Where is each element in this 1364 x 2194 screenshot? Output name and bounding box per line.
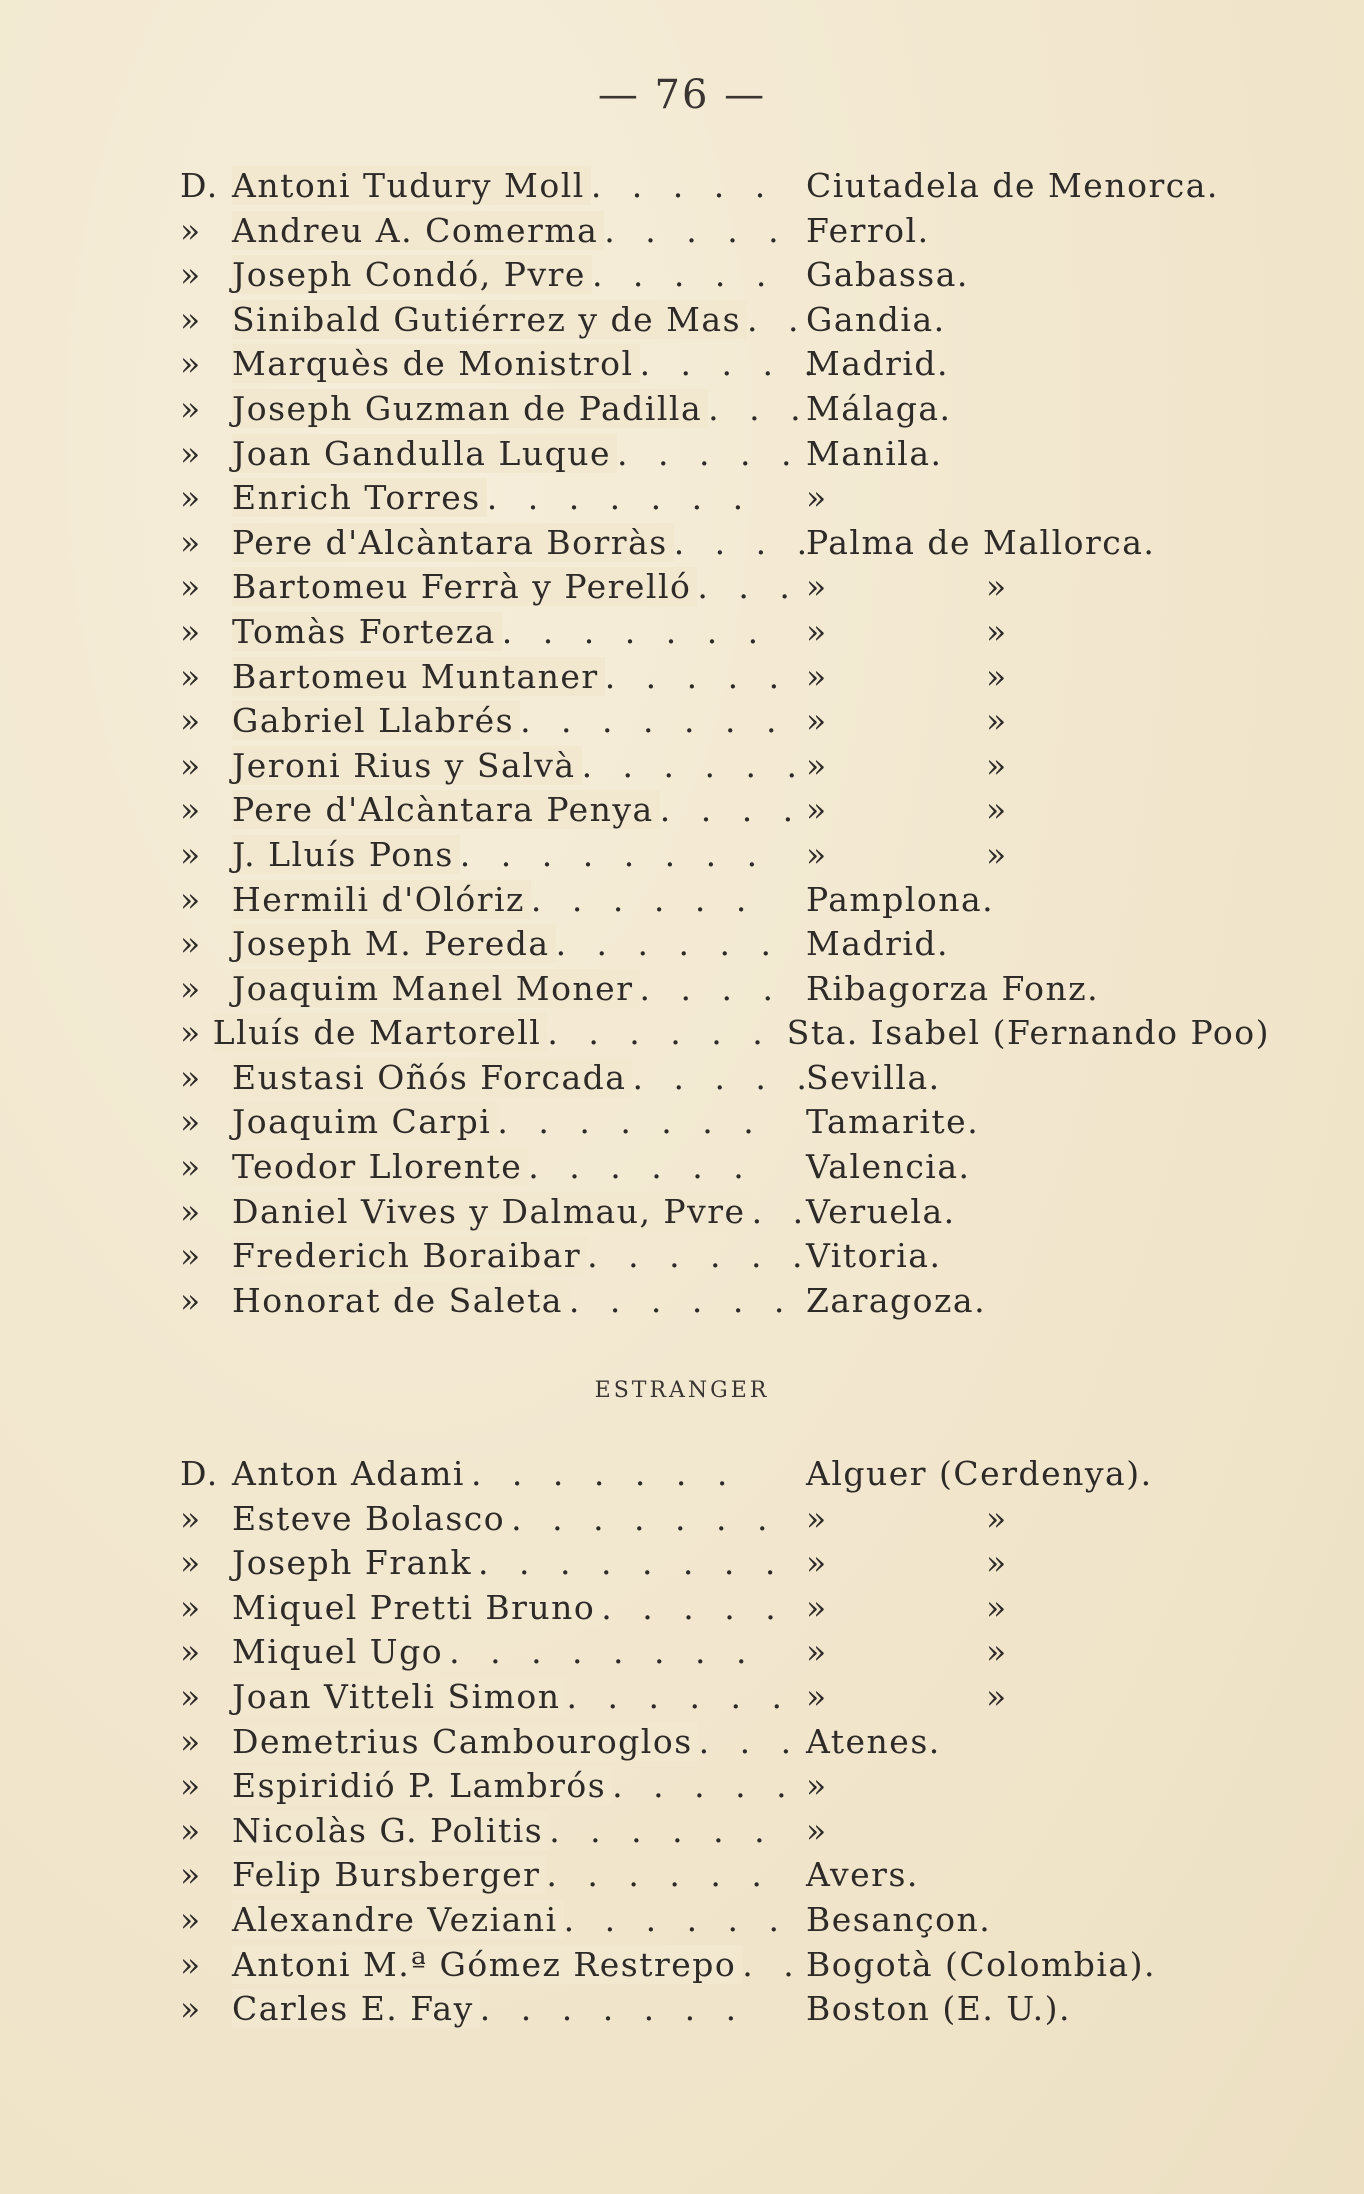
member-place <box>806 1454 1153 1493</box>
honorific-prefix: » <box>180 1280 202 1320</box>
honorific-prefix: » <box>180 879 202 919</box>
member-name-cell <box>232 1810 775 1850</box>
leader-dots: . . . . . . . <box>497 1102 764 1142</box>
member-place <box>806 835 1008 874</box>
member-name-cell <box>232 1989 760 2028</box>
member-name-cell <box>232 1498 778 1538</box>
member-place <box>806 1058 941 1097</box>
member-place <box>806 1192 956 1231</box>
place-name: » <box>806 1632 828 1672</box>
member-place <box>806 1499 1008 1538</box>
member-name-cell <box>232 522 818 562</box>
member-name: Carles E. Fay <box>232 1989 480 2028</box>
list-item <box>180 790 1270 835</box>
member-name-cell <box>232 1766 797 1806</box>
leader-dots: . . . . . . <box>568 1280 795 1320</box>
list-item <box>180 1989 1270 2034</box>
leader-dots: . . . . . . . <box>511 1498 778 1538</box>
honorific-prefix: » <box>180 611 202 651</box>
honorific-prefix: » <box>180 1191 202 1231</box>
member-place <box>806 1102 979 1141</box>
place-name: » <box>806 834 828 874</box>
leader-dots: . . . . <box>659 790 804 830</box>
member-place <box>806 657 1008 696</box>
place-name: Atenes. <box>806 1721 941 1761</box>
place-name: Ferrol. <box>806 210 930 250</box>
member-name-cell <box>232 701 787 741</box>
member-place <box>806 1281 986 1320</box>
place-name: Valencia. <box>806 1147 971 1187</box>
member-place <box>806 1722 941 1761</box>
member-name-cell <box>232 1191 814 1231</box>
honorific-prefix: » <box>180 1543 202 1583</box>
member-name-cell <box>232 1102 764 1142</box>
leader-dots: . . . . . . . <box>486 478 754 518</box>
list-item <box>180 1811 1270 1856</box>
section-title-estranger: ESTRANGER <box>594 1378 770 1403</box>
leader-dots: . . . . . <box>590 166 776 205</box>
member-name-cell <box>212 1013 773 1053</box>
member-name: Honorat de Saleta <box>232 1281 569 1320</box>
list-item <box>180 657 1270 702</box>
member-name: Joaquim Manel Moner <box>232 969 640 1008</box>
member-name-cell <box>232 255 777 295</box>
honorific-prefix: » <box>180 1013 202 1053</box>
place-name: Avers. <box>806 1855 919 1895</box>
list-item <box>180 567 1270 612</box>
member-name-cell <box>232 433 802 473</box>
member-name-cell <box>232 1899 790 1939</box>
place-name: » <box>806 790 828 830</box>
place-name: Sta. Isabel (Fernando Poo) <box>786 1013 1270 1053</box>
list-item <box>180 1192 1270 1237</box>
place-name: Ciutadela de Menorca. <box>806 166 1219 205</box>
place-name: Palma de Mallorca. <box>806 522 1156 562</box>
leader-dots: . . . . . <box>604 210 789 250</box>
list-item <box>180 1102 1270 1147</box>
member-name: Gabriel Llabrés <box>232 701 520 740</box>
list-item <box>180 523 1270 568</box>
member-name: Daniel Vives y Dalmau, Pvre <box>232 1192 752 1231</box>
list-item <box>180 1454 1270 1499</box>
honorific-prefix: » <box>180 924 202 964</box>
honorific-prefix: » <box>180 1236 202 1276</box>
honorific-prefix: » <box>180 1899 202 1939</box>
place-ditto: » <box>986 1543 1008 1583</box>
honorific-prefix: » <box>180 1498 202 1538</box>
member-name-cell <box>232 299 809 339</box>
leader-dots: . . . . . . <box>549 1810 775 1850</box>
member-name: Joseph Condó, Pvre <box>232 255 592 294</box>
member-place <box>806 1147 971 1186</box>
member-name: Joan Vitteli Simon <box>232 1677 567 1716</box>
leader-dots: . . . . . . <box>587 1236 813 1276</box>
member-name-cell <box>232 1543 786 1583</box>
member-name-cell <box>232 1587 786 1627</box>
member-name-cell <box>232 344 824 384</box>
member-name: Lluís de Martorell <box>213 1013 548 1052</box>
leader-dots: . . . . . <box>617 433 802 473</box>
leader-dots: . . . . . . . . <box>449 1632 757 1672</box>
leader-dots: . . <box>747 299 809 339</box>
leader-dots: . . . . . . <box>530 879 757 919</box>
list-item <box>180 434 1270 479</box>
list-item <box>180 1766 1270 1811</box>
leader-dots: . . . <box>698 1721 802 1761</box>
list-item <box>180 300 1270 345</box>
member-name: Sinibald Gutiérrez y de Mas <box>232 300 747 339</box>
member-name: Bartomeu Muntaner <box>232 657 605 696</box>
member-name-cell <box>232 1632 760 1671</box>
list-item <box>180 969 1270 1014</box>
member-name-cell <box>232 1280 795 1320</box>
place-name: Tamarite. <box>806 1102 980 1142</box>
honorific-prefix: » <box>180 1147 202 1187</box>
place-name: » <box>806 745 828 785</box>
honorific-prefix: » <box>180 834 202 874</box>
member-name: Demetrius Cambouroglos <box>232 1722 699 1761</box>
place-name: Besançon. <box>806 1899 992 1939</box>
place-name: Ribagorza Fonz. <box>806 968 1100 1008</box>
member-place <box>806 567 1008 606</box>
place-name: » <box>806 478 828 518</box>
member-name: Jeroni Rius y Salvà <box>232 746 582 785</box>
place-ditto: » <box>986 611 1008 651</box>
member-place <box>806 211 930 250</box>
honorific-prefix: » <box>180 1632 202 1672</box>
member-place <box>806 478 828 517</box>
member-name: Marquès de Monistrol <box>232 344 640 383</box>
place-name: Málaga. <box>806 388 952 428</box>
honorific-prefix: » <box>180 433 202 473</box>
member-name: Joan Gandulla Luque <box>232 434 617 473</box>
honorific-prefix: » <box>180 790 202 830</box>
member-place <box>806 1989 1071 2028</box>
member-place <box>806 1811 828 1850</box>
member-name: Anton Adami <box>232 1454 471 1493</box>
leader-dots: . . . . . <box>601 1587 786 1627</box>
list-item <box>180 835 1270 880</box>
place-ditto: » <box>986 790 1008 830</box>
honorific-prefix: » <box>180 1587 202 1627</box>
member-name: Tomàs Forteza <box>232 612 502 651</box>
honorific-prefix: D. <box>180 166 219 205</box>
member-name: Teodor Llorente <box>232 1147 528 1186</box>
list-item <box>180 1588 1270 1633</box>
leader-dots: . . . . . <box>612 1766 797 1806</box>
leader-dots: . . . . . <box>632 1057 817 1097</box>
place-name: » <box>806 1543 828 1583</box>
list-item <box>180 1900 1270 1945</box>
member-place <box>806 344 949 383</box>
list-item <box>180 1013 1270 1058</box>
member-name-cell <box>232 1855 772 1895</box>
place-ditto: » <box>986 1676 1008 1716</box>
place-name: Manila. <box>806 433 943 473</box>
member-place <box>806 166 1219 205</box>
honorific-prefix: » <box>180 1721 202 1761</box>
place-ditto: » <box>986 1587 1008 1627</box>
member-name-cell <box>232 1454 760 1493</box>
member-name-cell <box>232 745 807 785</box>
list-item <box>180 1722 1270 1767</box>
list-item <box>180 255 1270 300</box>
place-name: Bogotà (Colombia). <box>806 1944 1156 1984</box>
leader-dots: . . . . . . <box>547 1013 773 1053</box>
leader-dots: . . . . . . <box>546 1855 772 1895</box>
member-name: Pere d'Alcàntara Borràs <box>232 523 674 562</box>
member-name: Alexandre Veziani <box>232 1900 564 1939</box>
member-place <box>806 701 1008 740</box>
member-place <box>806 790 1008 829</box>
honorific-prefix: » <box>180 968 202 1008</box>
member-name-cell <box>232 1057 817 1097</box>
member-place <box>806 389 951 428</box>
leader-dots: . . . . . <box>591 255 777 295</box>
place-name: Sevilla. <box>806 1057 941 1097</box>
list-item <box>180 478 1270 523</box>
honorific-prefix: » <box>180 299 202 339</box>
honorific-prefix: » <box>180 1810 202 1850</box>
honorific-prefix: » <box>180 656 202 696</box>
leader-dots: . . . <box>708 388 811 428</box>
member-place <box>787 1013 1270 1052</box>
leader-dots: . . . . . . . <box>501 611 769 651</box>
honorific-prefix: » <box>180 1102 202 1142</box>
member-place <box>806 1855 919 1894</box>
member-list-spain <box>180 166 1270 1325</box>
honorific-prefix: » <box>180 1989 202 2029</box>
member-place <box>806 1766 828 1805</box>
member-name: Enrich Torres <box>232 478 487 517</box>
member-name-cell <box>232 567 800 607</box>
member-place <box>806 523 1155 562</box>
place-ditto: » <box>986 1498 1008 1538</box>
member-name-cell <box>232 1721 802 1761</box>
member-name: Espiridió P. Lambrós <box>232 1766 612 1805</box>
member-name-cell <box>232 880 760 919</box>
place-name: Vitoria. <box>806 1236 942 1276</box>
list-item <box>180 746 1270 791</box>
member-name: J. Lluís Pons <box>232 835 460 874</box>
member-name: Joseph Guzman de Padilla <box>232 389 708 428</box>
honorific-prefix: » <box>180 522 202 562</box>
list-item <box>180 1499 1270 1544</box>
leader-dots: . . . . . . <box>555 924 781 964</box>
leader-dots: . . . . . . <box>566 1676 792 1716</box>
list-item <box>180 1855 1270 1900</box>
member-name: Felip Bursberger <box>232 1855 546 1894</box>
honorific-prefix: » <box>180 388 202 428</box>
member-place <box>806 1543 1008 1582</box>
honorific-prefix: » <box>180 701 202 741</box>
place-ditto: » <box>986 834 1008 874</box>
place-name: Pamplona. <box>806 879 995 919</box>
member-place <box>806 924 949 963</box>
place-name: » <box>806 701 828 741</box>
leader-dots: . . . . . . . <box>470 1454 738 1493</box>
honorific-prefix: » <box>180 478 202 518</box>
member-place <box>806 880 994 919</box>
leader-dots: . . <box>751 1191 814 1231</box>
leader-dots: . . . . . . <box>581 745 807 785</box>
list-item <box>180 924 1270 969</box>
page-number: — 76 — <box>597 72 767 118</box>
honorific-prefix: » <box>180 1057 202 1097</box>
member-name: Pere d'Alcàntara Penya <box>232 790 660 829</box>
member-place <box>806 1236 941 1275</box>
member-place <box>806 300 946 339</box>
leader-dots: . . . . . <box>639 344 824 384</box>
member-name: Joseph Frank <box>232 1543 478 1582</box>
list-item <box>180 1632 1270 1677</box>
list-item <box>180 1677 1270 1722</box>
place-name: » <box>806 1766 828 1806</box>
place-name: Madrid. <box>806 924 950 964</box>
leader-dots: . . . . <box>639 968 783 1008</box>
list-item <box>180 1147 1270 1192</box>
member-name: Hermili d'Olóriz <box>232 880 531 919</box>
member-list-foreign <box>180 1454 1270 2034</box>
member-name: Joaquim Carpi <box>232 1102 497 1141</box>
member-name-cell <box>232 834 768 874</box>
member-place <box>806 1677 1008 1716</box>
honorific-prefix: » <box>180 255 202 295</box>
member-name-cell <box>232 924 781 964</box>
place-name: Madrid. <box>806 344 950 384</box>
place-name: » <box>806 567 828 607</box>
place-name: » <box>806 1810 828 1850</box>
list-item <box>180 880 1270 925</box>
member-place <box>806 1945 1156 1984</box>
place-name: Alguer (Cerdenya). <box>806 1454 1153 1493</box>
place-ditto: » <box>986 1632 1008 1672</box>
member-place <box>806 746 1008 785</box>
list-item <box>180 701 1270 746</box>
leader-dots: . . . . . . <box>528 1147 754 1187</box>
member-name-cell <box>232 478 760 517</box>
member-name-cell <box>232 656 790 696</box>
place-ditto: » <box>986 745 1008 785</box>
honorific-prefix: D. <box>180 1454 219 1493</box>
place-name: Zaragoza. <box>806 1280 987 1320</box>
leader-dots: . . . . . . . . <box>478 1543 786 1583</box>
member-name: Nicolàs G. Politis <box>232 1811 549 1850</box>
list-item <box>180 1058 1270 1103</box>
member-name-cell <box>232 1236 813 1276</box>
place-name: » <box>806 611 828 651</box>
place-name: » <box>806 1498 828 1538</box>
place-ditto: » <box>986 656 1008 696</box>
member-place <box>806 1588 1008 1627</box>
member-place <box>806 969 1099 1008</box>
member-name: Eustasi Oñós Forcada <box>232 1058 632 1097</box>
list-item <box>180 211 1270 256</box>
list-item <box>180 612 1270 657</box>
honorific-prefix: » <box>180 1676 202 1716</box>
place-name: Veruela. <box>806 1191 956 1231</box>
member-name: Miquel Pretti Bruno <box>232 1588 601 1627</box>
leader-dots: . . . . . . <box>563 1899 790 1939</box>
place-name: Gabassa. <box>806 255 969 295</box>
member-name: Antoni Tudury Moll <box>232 166 591 205</box>
leader-dots: . . . . . . . <box>520 701 787 741</box>
place-name: » <box>806 656 828 696</box>
leader-dots: . . . . . . . . <box>459 834 768 874</box>
member-place <box>806 1632 1008 1671</box>
leader-dots: . . <box>742 1944 804 1984</box>
member-name: Esteve Bolasco <box>232 1499 511 1538</box>
honorific-prefix: » <box>180 1855 202 1895</box>
place-ditto: » <box>986 701 1008 741</box>
leader-dots: . . . . . <box>604 656 790 696</box>
list-item <box>180 1543 1270 1588</box>
member-name: Joseph M. Pereda <box>232 924 556 963</box>
list-item <box>180 1281 1270 1326</box>
member-name: Antoni M.ª Gómez Restrepo <box>232 1945 742 1984</box>
place-name: » <box>806 1587 828 1627</box>
leader-dots: . . . . <box>673 522 818 562</box>
honorific-prefix: » <box>180 344 202 384</box>
member-name-cell <box>232 1147 760 1186</box>
list-item <box>180 1236 1270 1281</box>
list-item <box>180 389 1270 434</box>
member-name-cell <box>232 210 789 250</box>
member-name-cell <box>232 611 769 651</box>
list-item <box>180 344 1270 389</box>
member-place <box>806 255 969 294</box>
member-name-cell <box>232 166 776 205</box>
member-place <box>806 1900 991 1939</box>
member-name: Andreu A. Comerma <box>232 211 604 250</box>
honorific-prefix: » <box>180 1766 202 1806</box>
member-name-cell <box>232 1944 804 1984</box>
member-place <box>806 434 943 473</box>
member-name: Bartomeu Ferrà y Perelló <box>232 567 697 606</box>
honorific-prefix: » <box>180 745 202 785</box>
place-name: Boston (E. U.). <box>806 1989 1072 2029</box>
member-name-cell <box>232 1676 792 1716</box>
honorific-prefix: » <box>180 1944 202 1984</box>
leader-dots: . . . <box>697 567 800 607</box>
honorific-prefix: » <box>180 567 202 607</box>
place-name: Gandia. <box>806 299 946 339</box>
member-place <box>806 612 1008 651</box>
list-item <box>180 1945 1270 1990</box>
member-name-cell <box>232 790 804 830</box>
member-name-cell <box>232 968 783 1008</box>
member-name: Miquel Ugo <box>232 1632 449 1671</box>
list-item <box>180 166 1270 211</box>
member-name-cell <box>232 388 811 428</box>
honorific-prefix: » <box>180 210 202 250</box>
member-name: Frederich Boraibar <box>232 1236 587 1275</box>
place-ditto: » <box>986 567 1008 607</box>
leader-dots: . . . . . . . <box>479 1989 747 2029</box>
place-name: » <box>806 1676 828 1716</box>
